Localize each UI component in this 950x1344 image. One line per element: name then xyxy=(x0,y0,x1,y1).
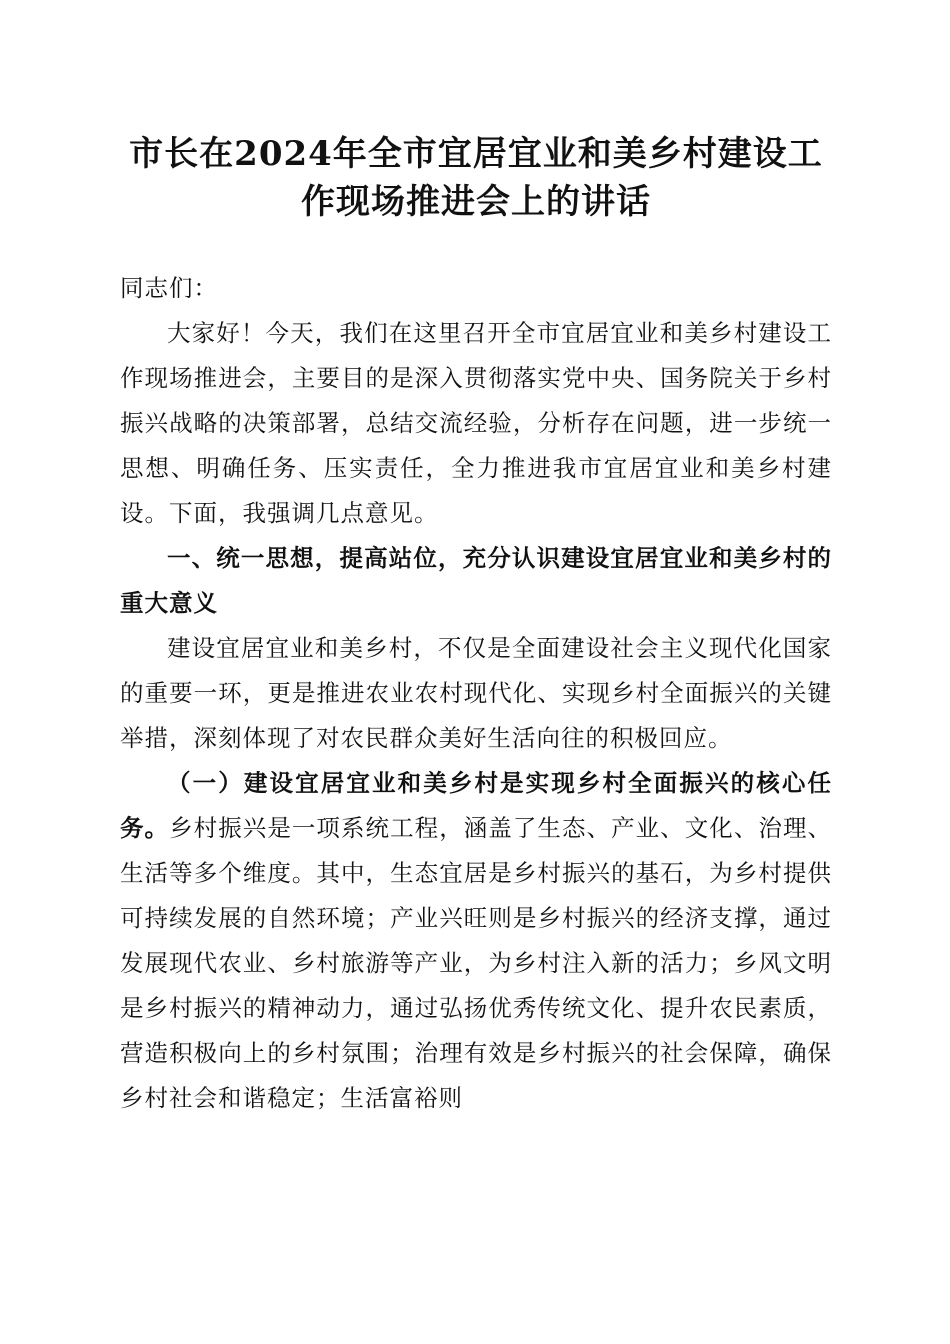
salutation: 同志们： xyxy=(120,274,218,302)
intro-paragraph: 大家好！今天，我们在这里召开全市宜居宜业和美乡村建设工作现场推进会，主要目的是深入贯彻落实党中央、国务院关于乡村振兴战略的决策部署，总结交流经验，分析存在问题，进一步统一思想、明确任务、压实责任，全力推进我市宜居宜业和美乡村建设。下面，我强调几点意见。 xyxy=(120,319,832,527)
subsection-1-paragraph xyxy=(120,761,832,1121)
section-1-heading: 一、统一思想，提高站位，充分认识建设宜居宜业和美乡村的重大意义 xyxy=(120,544,832,617)
document-title xyxy=(120,130,832,226)
title-line-2: 作现场推进会上的讲话 xyxy=(301,182,651,222)
subsection-1-text: 乡村振兴是一项系统工程，涵盖了生态、产业、文化、治理、生活等多个维度。其中，生态宜居是乡村振兴的基石，为乡村提供可持续发展的自然环境；产业兴旺则是乡村振兴的经济支撑，通过发展现代农业、乡村旅游等产业，为乡村注入新的活力；乡风文明是乡村振兴的精神动力，通过弘扬优秀传统文化、提升农民素质，营造积极向上的乡村氛围；治理有效是乡村振兴的社会保障，确保乡村社会和谐稳定；生活富裕则 xyxy=(120,814,833,1112)
section-1-paragraph: 建设宜居宜业和美乡村，不仅是全面建设社会主义现代化国家的重要一环，更是推进农业农村现代化、实现乡村全面振兴的关键举措，深刻体现了对农民群众美好生活向往的积极回应。 xyxy=(120,634,832,752)
document-page xyxy=(120,130,832,1121)
document-body xyxy=(120,266,832,1121)
title-line-1: 市长在2024年全市宜居宜业和美乡村建设工 xyxy=(129,134,823,174)
subsection-1-lead: （一）建设宜居宜业和美乡村是实现乡村全面振兴的核心任务。 xyxy=(120,769,832,842)
